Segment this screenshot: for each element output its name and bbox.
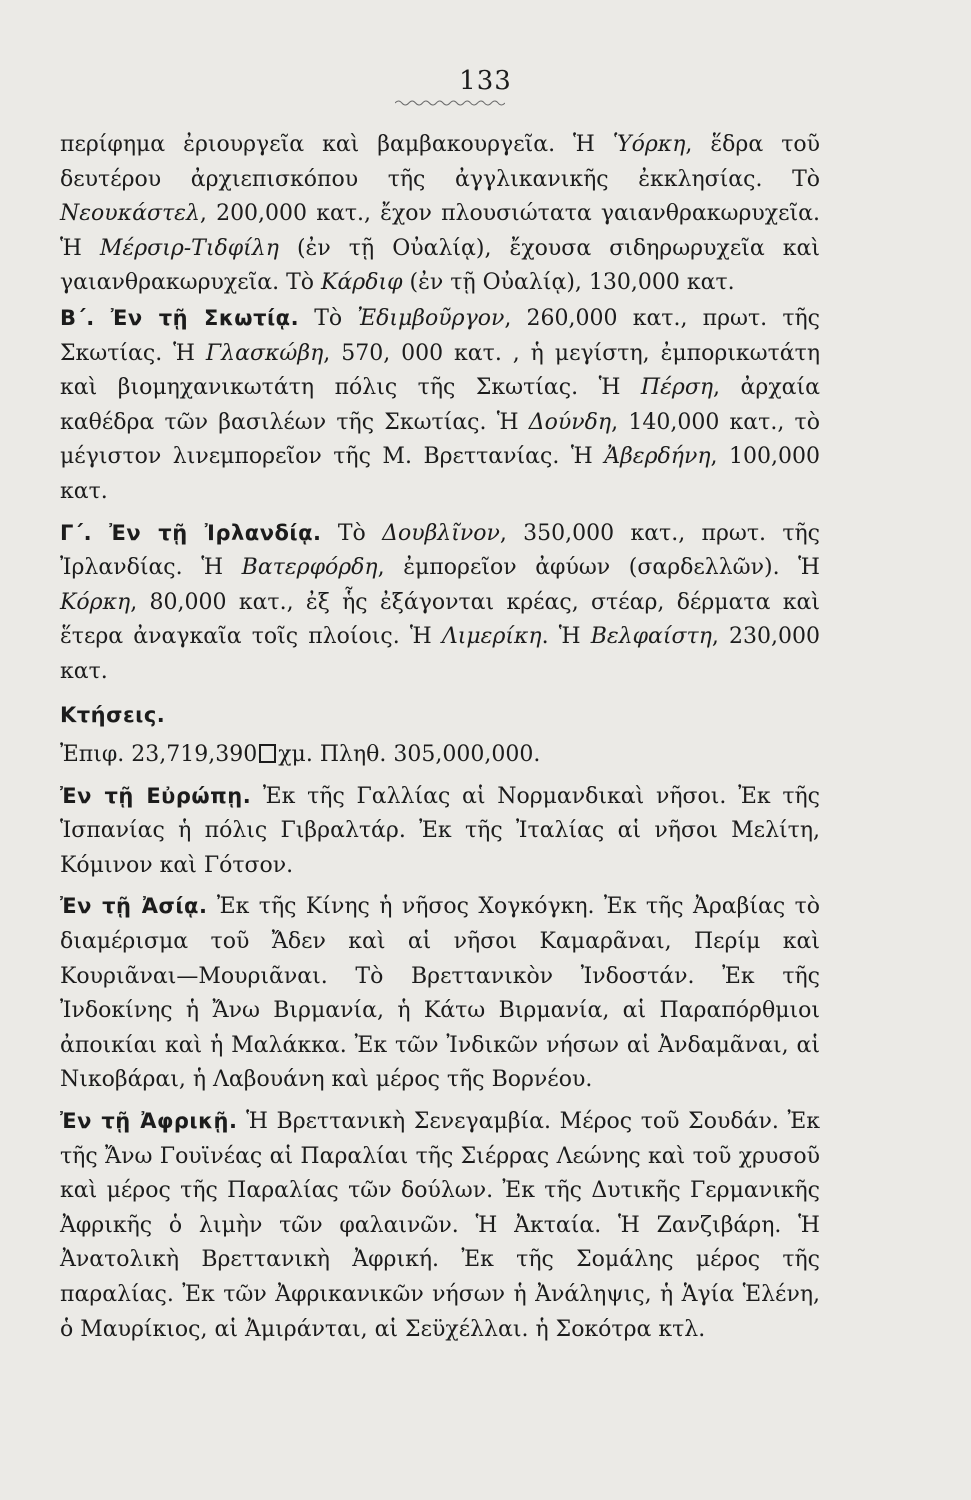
section-label-asia: Ἐν τῇ Ἀσίᾳ.: [60, 894, 208, 919]
wavy-rule-ornament: [395, 98, 505, 108]
paragraph-asia: Ἐν τῇ Ἀσίᾳ. Ἐκ τῆς Κίνης ἡ νῆσος Χογκόγκη. Ἐκ τῆς Ἀραβίας τὸ διαμέρισμα τοῦ Ἄδεν καὶ αἱ νῆσοι Καμαρᾶναι, Περίμ καὶ Κουριᾶναι—Μουριᾶναι. Τὸ Βρεττανικὸν Ἰνδοστάν. Ἐκ τῆς Ἰνδοκίνης ἡ Ἄνω Βιρμανία, ἡ Κάτω Βιρμανία, αἱ Παραπόρθμιοι ἀποικίαι καὶ ἡ Μαλάκκα. Ἐκ τῶν Ἰνδικῶν νήσων αἱ Ἀνδαμᾶναι, αἱ Νικοβάραι, ἡ Λαβουάνη καὶ μέρος τῆς Βορνέου.: [60, 894, 820, 1093]
city-limerick: Λιμερίκη: [441, 624, 542, 650]
city-merthyr: Μέρσιρ-Τιδφίλη: [99, 235, 279, 261]
section-label-ireland: Γ΄. Ἐν τῇ Ἰρλανδίᾳ.: [60, 520, 322, 545]
city-aberdeen: Ἀβερδήνη: [604, 444, 711, 470]
page-body: [60, 128, 820, 1347]
paragraph-ireland: Γ΄. Ἐν τῇ Ἰρλανδίᾳ. Τὸ Δουβλῖνον, 350,000 κατ., πρωτ. τῆς Ἰρλανδίας. Ἡ Βατερφόρδη, ἐμπορεῖον ἀφύων (σαρδελλῶν). Ἡ Κόρκη, 80,000 κατ., ἐξ ἧς ἐξάγονται κρέας, στέαρ, δέρματα καὶ ἕτερα ἀναγκαῖα τοῖς πλοίοις. Ἡ Λιμερίκη. Ἡ Βελφαίστη, 230,000 κατ.: [60, 520, 821, 684]
paragraph-europe: Ἐν τῇ Εὐρώπῃ. Ἐκ τῆς Γαλλίας αἱ Νορμανδικαὶ νῆσοι. Ἐκ τῆς Ἱσπανίας ἡ πόλις Γιβραλτάρ. Ἐκ τῆς Ἰταλίας αἱ νῆσοι Μελίτη, Κόμινον καὶ Γότσον.: [60, 783, 821, 878]
city-cardiff: Κάρδιφ: [321, 270, 403, 296]
city-cork: Κόρκη: [60, 589, 131, 615]
city-york: Ὑόρκη: [612, 132, 686, 157]
city-dundee: Δούνδη: [528, 409, 612, 435]
section-label-scotland: Β΄. Ἐν τῇ Σκωτίᾳ.: [60, 305, 300, 330]
paragraph-africa: Ἐν τῇ Ἀφρικῇ. Ἡ Βρεττανικὴ Σενεγαμβία. Μέρος τοῦ Σουδάν. Ἐκ τῆς Ἄνω Γουϊνέας αἱ Παραλίαι τῆς Σιέρρας Λεώνης καὶ τοῦ χρυσοῦ καὶ μέρος τῆς Παραλίας τῶν δούλων. Ἐκ τῆς Δυτικῆς Γερμανικῆς Ἀφρικῆς ὁ λιμὴν τῶν φαλαινῶν. Ἡ Ἀκταία. Ἡ Ζανζιβάρη. Ἡ Ἀνατολικὴ Βρεττανικὴ Ἀφρική. Ἐκ τῆς Σομάλης μέρος τῆς παραλίας. Ἐκ τῶν Ἀφρικανικῶν νήσων ἡ Ἀνάληψις, ἡ Ἁγία Ἑλένη, ὁ Μαυρίκιος, αἱ Ἀμιράνται, αἱ Σεϋχέλλαι. ἡ Σοκότρα κτλ.: [60, 1109, 820, 1342]
paragraph-scotland: Β΄. Ἐν τῇ Σκωτίᾳ. Τὸ Ἐδιμβοῦργον, 260,000 κατ., πρωτ. τῆς Σκωτίας. Ἡ Γλασκώβη, 570, 000 κατ. , ἡ μεγίστη, ἐμπορικωτάτη καὶ βιομηχανικωτάτη πόλις τῆς Σκωτίας. Ἡ Πέρση, ἀρχαία καθέδρα τῶν βασιλέων τῆς Σκωτίας. Ἡ Δούνδη, 140,000 κατ., τὸ μέγιστον λινεμπορεῖον τῆς Μ. Βρεττανίας. Ἡ Ἀβερδήνη, 100,000 κατ.: [60, 305, 821, 504]
city-belfast: Βελφαίστη: [590, 624, 712, 650]
paragraph-possessions-stats: Ἐπιφ. 23,719,390 χμ. Πληθ. 305,000,000.: [60, 742, 541, 768]
city-newcastle: Νεουκάστελ: [60, 201, 200, 227]
city-edinburgh: Ἐδιμβοῦργον: [357, 305, 505, 331]
section-label-europe: Ἐν τῇ Εὐρώπῃ.: [60, 783, 252, 808]
heading-possessions: Κτήσεις.: [60, 702, 166, 727]
city-waterford: Βατερφόρδη: [241, 555, 378, 581]
city-perth: Πέρση: [640, 375, 714, 401]
city-dublin: Δουβλῖνον: [382, 520, 500, 546]
page-number: 133: [459, 66, 512, 96]
city-glasgow: Γλασκώβη: [205, 340, 324, 366]
paragraph-england-cities: περίφημα ἐριουργεῖα καὶ βαμβακουργεῖα. Ἡ Ὑόρκη, ἕδρα τοῦ δευτέρου ἀρχιεπισκόπου τῆς ἀγγλικανικῆς ἐκκλησίας. Τὸ Νεουκάστελ, 200,000 κατ., ἔχον πλουσιώτατα γαιανθρακωρυχεῖα. Ἡ Μέρσιρ-Τιδφίλη (ἐν τῇ Οὐαλίᾳ), ἔχουσα σιδηρωρυχεῖα καὶ γαιανθρακωρυχεῖα. Τὸ Κάρδιφ (ἐν τῇ Οὐαλίᾳ), 130,000 κατ.: [60, 132, 820, 296]
square-symbol-icon: [259, 744, 276, 763]
section-label-africa: Ἐν τῇ Ἀφρικῇ.: [60, 1109, 238, 1134]
